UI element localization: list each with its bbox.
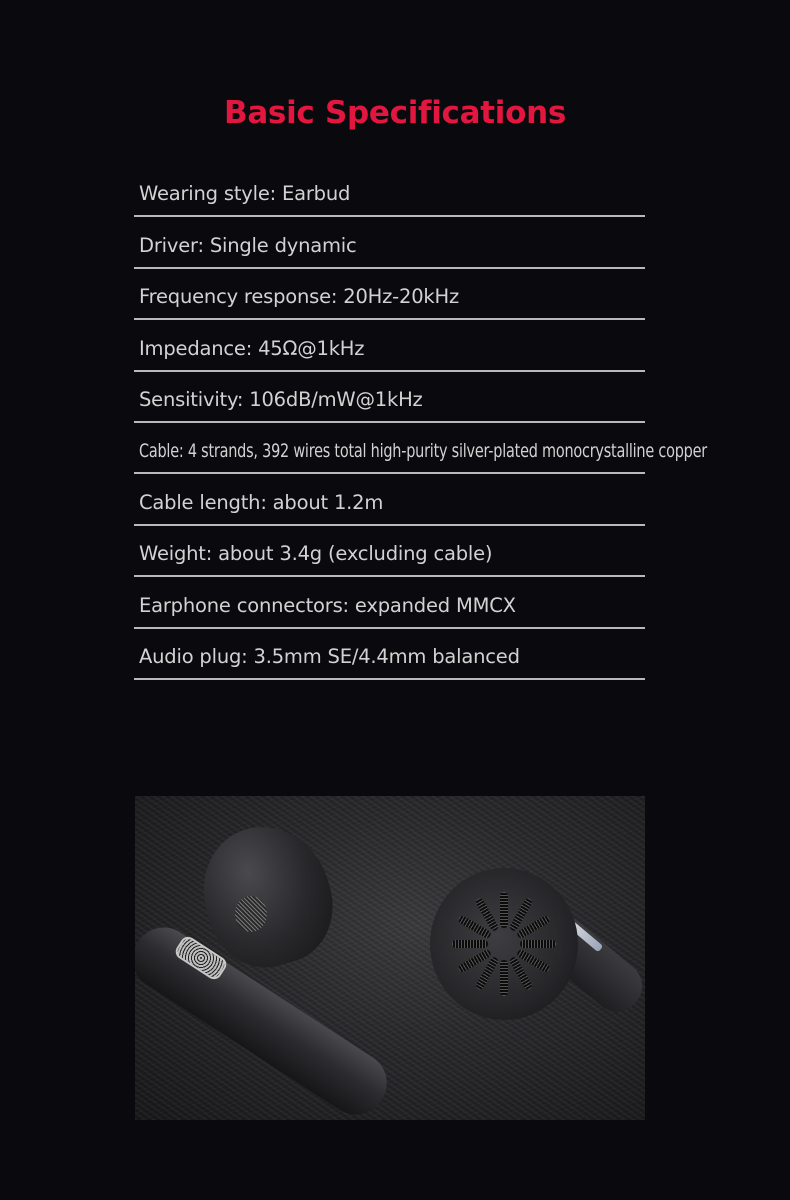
spec-row-cable bbox=[134, 423, 707, 474]
spec-row-cable-length bbox=[134, 474, 645, 525]
spec-row-sensitivity bbox=[134, 372, 645, 423]
spec-row-impedance bbox=[134, 320, 645, 371]
spec-row-frequency-response bbox=[134, 269, 645, 320]
grille-slot bbox=[500, 892, 508, 928]
spec-text: Driver: Single dynamic bbox=[139, 233, 357, 257]
grille-slot bbox=[452, 940, 488, 948]
spec-text: Cable length: about 1.2m bbox=[139, 490, 384, 514]
spec-text: Wearing style: Earbud bbox=[139, 182, 351, 206]
grille-slot bbox=[500, 960, 508, 996]
spec-text: Weight: about 3.4g (excluding cable) bbox=[139, 542, 493, 566]
left-earbud-vent bbox=[235, 896, 267, 932]
spec-row-earphone-connectors bbox=[134, 577, 645, 628]
spec-text: Cable: 4 strands, 392 wires total high-purity silver-plated monocrystalline copper bbox=[139, 440, 707, 463]
spec-text: Audio plug: 3.5mm SE/4.4mm balanced bbox=[139, 644, 520, 668]
product-photo bbox=[135, 796, 645, 1120]
spec-text: Earphone connectors: expanded MMCX bbox=[139, 593, 516, 617]
spec-text: Impedance: 45Ω@1kHz bbox=[139, 336, 365, 360]
spec-row-weight bbox=[134, 526, 645, 577]
spec-text: Frequency response: 20Hz-20kHz bbox=[139, 285, 460, 309]
spec-row-driver bbox=[134, 217, 645, 268]
spec-row-wearing-style bbox=[134, 166, 645, 217]
spec-row-audio-plug bbox=[134, 629, 645, 680]
right-earbud-head bbox=[430, 868, 578, 1020]
section-title: Basic Specifications bbox=[223, 94, 566, 131]
grille-slot bbox=[520, 940, 556, 948]
spec-text: Sensitivity: 106dB/mW@1kHz bbox=[139, 387, 423, 411]
spec-list bbox=[134, 166, 707, 680]
